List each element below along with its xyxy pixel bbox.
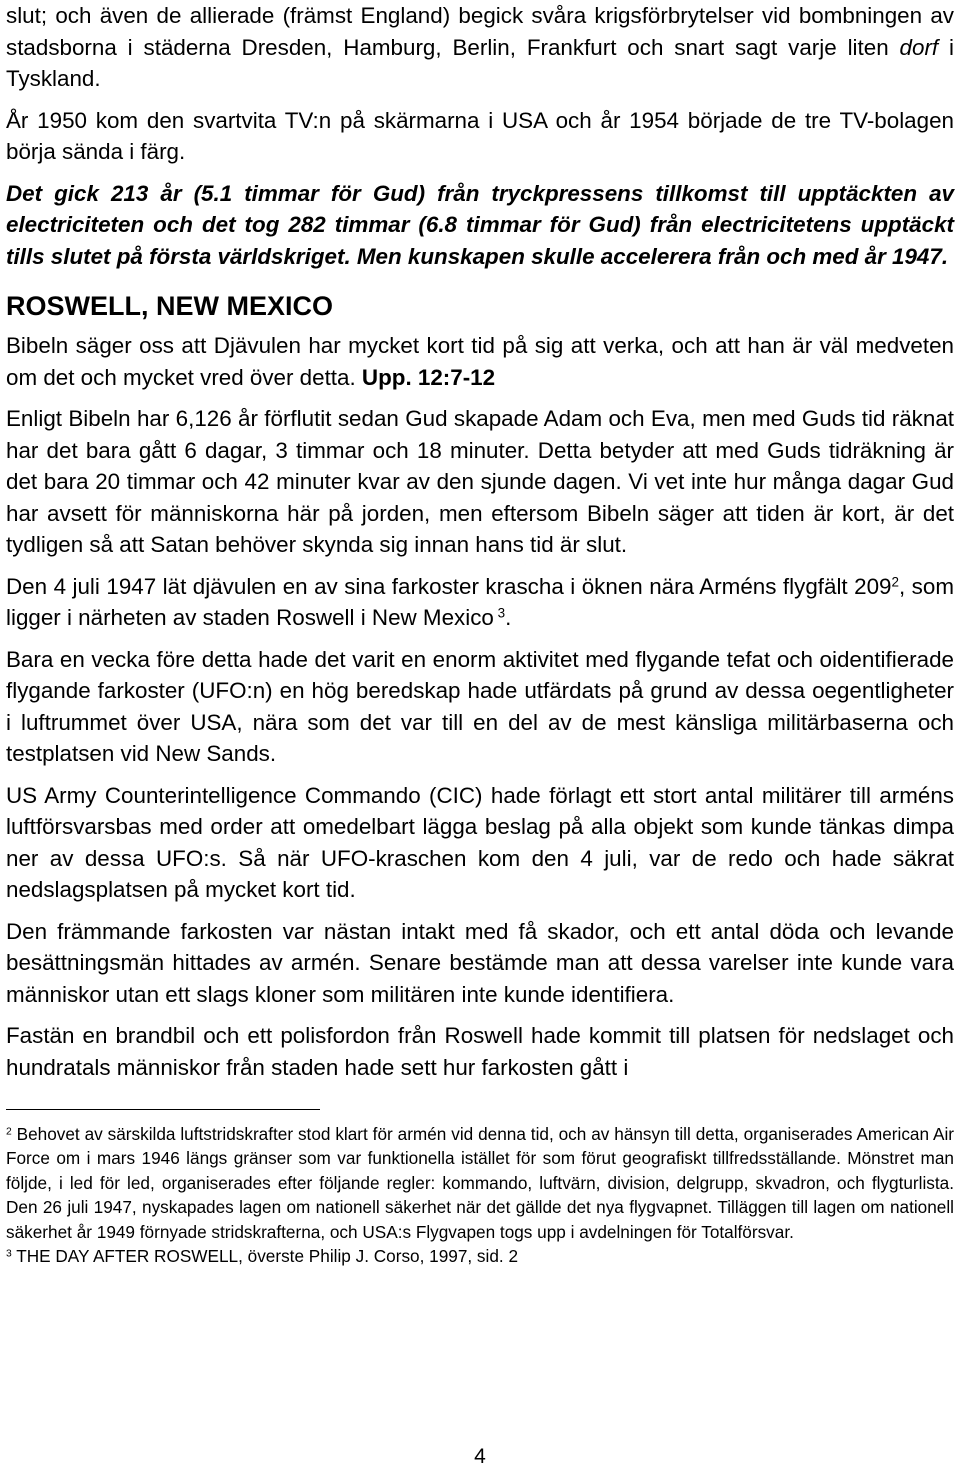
intro-paragraph-2: År 1950 kom den svartvita TV:n på skärmarna i USA och år 1954 började de tre TV-bolagen börja sända i färg.: [6, 107, 954, 164]
bible-reference: Upp. 12:7-12: [361, 364, 496, 390]
footnote-3-number: 3: [6, 1248, 12, 1260]
paragraph-7: Fastän en brandbil och ett polisfordon från Roswell hade kommit till platsen för nedslaget och hundratals människor från staden hade sett hur farkosten gått i: [6, 1023, 954, 1080]
paragraph-5: US Army Counterintelligence Commando (CIC) hade förlagt ett stort antal militärer till arméns luftförsvarsbas med order att omedelbart lägga beslag på alla objekt som kunde tänkas dimpa ner av dessa UFO:s. Så när UFO-kraschen kom den 4 juli, var de redo och hade säkrat nedslagsplatsen på mycket kort tid.: [6, 782, 954, 902]
paragraph-3: Den 4 juli 1947 lät djävulen en av sina farkoster krascha i öknen nära Arméns flygfält $209^2$, som ligger i närheten av staden Roswell i New Mexico $^3$.: [6, 573, 954, 630]
paragraph-1: Bibeln säger oss att Djävulen har mycket kort tid på sig att verka, och att han är väl medveten om det och mycket vred över detta. Upp. 12:7-12: [6, 333, 954, 390]
emphasis-dorf: dorf: [899, 34, 939, 60]
footnote-separator: [6, 1109, 320, 1110]
paragraph-6: Den främmande farkosten var nästan intakt med få skador, och ett antal döda och levande besättningsmän hittades av armén. Senare bestämde man att dessa varelser inte kunde vara människor utan ett slags kloner som militären inte kunde identifiera.: [6, 918, 954, 1007]
footnote-3: $^3$ THE DAY AFTER ROSWELL, överste Philip J. Corso, 1997, sid. 2: [6, 1246, 519, 1267]
paragraph-2: Enligt Bibeln har 6,126 år förflutit sedan Gud skapade Adam och Eva, men med Guds tid räknat har det bara gått 6 dagar, 3 timmar och 18 minuter. Detta betyder att med Guds tidräkning är det bara 20 timmar och 42 minuter kvar av den sjunde dagen. Vi vet inte hur många dagar Gud har avsett för människorna här på jorden, men eftersom Bibeln säger att tiden är kort, är det tydligen så att Satan behöver skynda sig innan hans tid är slut.: [6, 406, 954, 557]
footnote-2-number: 2: [6, 1126, 12, 1138]
section-heading: ROSWELL, NEW MEXICO: [6, 291, 333, 321]
paragraph-4: Bara en vecka före detta hade det varit en enorm aktivitet med flygande tefat och oidentifierade flygande farkoster (UFO:n) en hög beredskap hade utfärdats på grund av dessa oegentligheter i luftrummet över USA, nära som det var till en del av de mest känsliga militärbaserna och testplatsen vid New Sands.: [6, 646, 954, 766]
document-page: [6, 0, 954, 1268]
page-number: 4: [474, 1445, 486, 1468]
footnote-2: $^2$ Behovet av särskilda luftstridskrafter stod klart för armén vid denna tid, och av hänsyn till detta, organiserades American Air Force om i mars 1946 längs gränser som var funktionella istället för som förut geografiskt tillfredsställande. Mönstret man följde, i led för led, organiserades efter följande regler: kommando, luftvärn, division, delgrupp, skvadron, och flygturlista. Den 26 juli 1947, nyskapades lagen om nationell säkerhet när det gällde det nya flygvapnet. Tilläggen till lagen om nationell säkerhet år 1949 förnyade stridskrafterna, och USA:s Flygvapen togs upp i avdelningen för Totalförsvar.: [6, 1124, 954, 1242]
intro-paragraph-1: slut; och även de allierade (främst England) begick svåra krigsförbrytelser vid bombningen av stadsborna i städerna Dresden, Hamburg, Berlin, Frankfurt och snart sagt varje liten dorf i Tyskland.: [6, 3, 955, 91]
footnote-ref-3[interactable]: 3: [493, 605, 506, 621]
intro-paragraph-3-bold-italic: Det gick 213 år (5.1 timmar för Gud) från tryckpressens tillkomst till upptäckten av electriciteten och det tog 282 timmar (6.8 timmar för Gud) från electricitetens upptäckt tills slutet på första världskriget. Men kunskapen skulle accelerera från och med år 1947.: [6, 180, 954, 269]
footnote-ref-2[interactable]: 2: [891, 574, 899, 590]
